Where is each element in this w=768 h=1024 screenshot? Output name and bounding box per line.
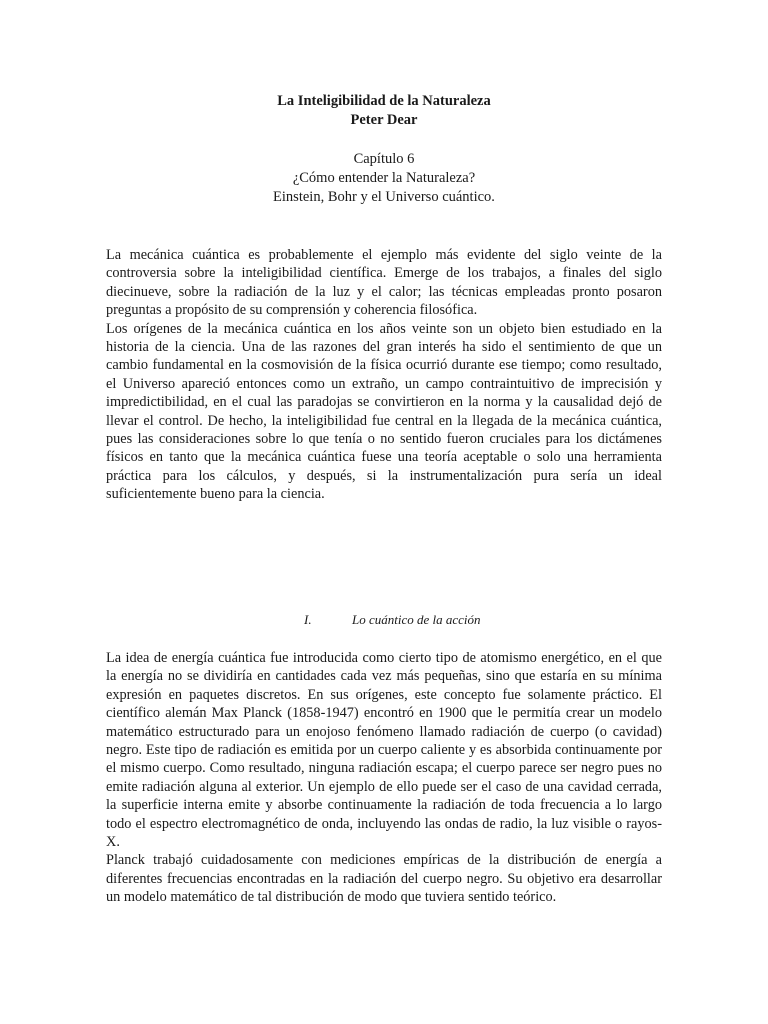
section-title: Lo cuántico de la acción — [352, 612, 481, 627]
section-heading — [304, 611, 481, 629]
chapter-number: Capítulo 6 — [353, 151, 415, 167]
chapter-subtitle: Einstein, Bohr y el Universo cuántico. — [273, 189, 495, 205]
document-author: Peter Dear — [350, 112, 418, 128]
section-number: I. — [304, 612, 312, 627]
chapter-question: ¿Cómo entender la Naturaleza? — [292, 170, 476, 186]
intro-section — [106, 246, 662, 504]
chapter-heading — [0, 150, 768, 207]
section-paragraph-2: Planck trabajó cuidadosamente con mediciones empíricas de la distribución de energía a diferentes frecuencias encontradas en la radiación del cuerpo negro. Su objetivo era desarrollar un modelo matemático de tal distribución de modo que tuviera sentido teórico. — [106, 852, 662, 906]
intro-paragraph-2: Los orígenes de la mecánica cuántica en los años veinte son un objeto bien estudiado en la historia de la ciencia. Una de las razones del gran interés ha sido el sentimiento de que un cambio fundamental en la cosmovisión de la física ocurrió durante ese tiempo; como resultado, el Universo apareció entonces como un extraño, un campo contraintuitivo de imprecisión y impredictibilidad, en el cual las paradojas se convirtieron en la norma y la causalidad dejó de llevar el control. De hecho, la inteligibilidad fue central en la llegada de la mecánica cuántica, pues las consideraciones sobre lo que tenía o no sentido fueron cruciales para los dictámenes físicos en tanto que la mecánica cuántica fuese una teoría aceptable o solo una herramienta práctica para los cálculos, y después, si la instrumentalización pura sería un ideal suficientemente bueno para la ciencia. — [106, 320, 662, 503]
section-body — [106, 649, 662, 907]
intro-paragraph-1: La mecánica cuántica es probablemente el ejemplo más evidente del siglo veinte de la controversia sobre la inteligibilidad científica. Emerge de los trabajos, a finales del siglo diecinueve, sobre la radiación de la luz y el calor; las técnicas empleadas pronto posaron preguntas a propósito de su comprensión y coherencia filosófica. — [106, 247, 662, 319]
section-paragraph-1: La idea de energía cuántica fue introducida como cierto tipo de atomismo energético, en el que la energía no se dividiría en cantidades cada vez más pequeñas, sino que estaría en su mínima expresión en paquetes discretos. En sus orígenes, este concepto fue solamente práctico. El científico alemán Max Planck (1858-1947) encontró en 1900 que le permitía crear un modelo matemático estructurado para un enojoso fenómeno llamado radiación de cuerpo (o cavidad) negro. Este tipo de radiación es emitida por un cuerpo caliente y es absorbida continuamente por el mismo cuerpo. Como resultado, ninguna radiación escapa; el cuerpo parece ser negro pues no emite radiación alguna al exterior. Un ejemplo de ello puede ser el caso de una cavidad cerrada, la superficie interna emite y absorbe continuamente la radiación de toda frecuencia a lo largo todo el espectro electromagnético de onda, incluyendo las ondas de radio, la luz visible o rayos-X. — [106, 650, 662, 851]
document-title: La Inteligibilidad de la Naturaleza — [277, 93, 491, 109]
document-header — [0, 92, 768, 130]
